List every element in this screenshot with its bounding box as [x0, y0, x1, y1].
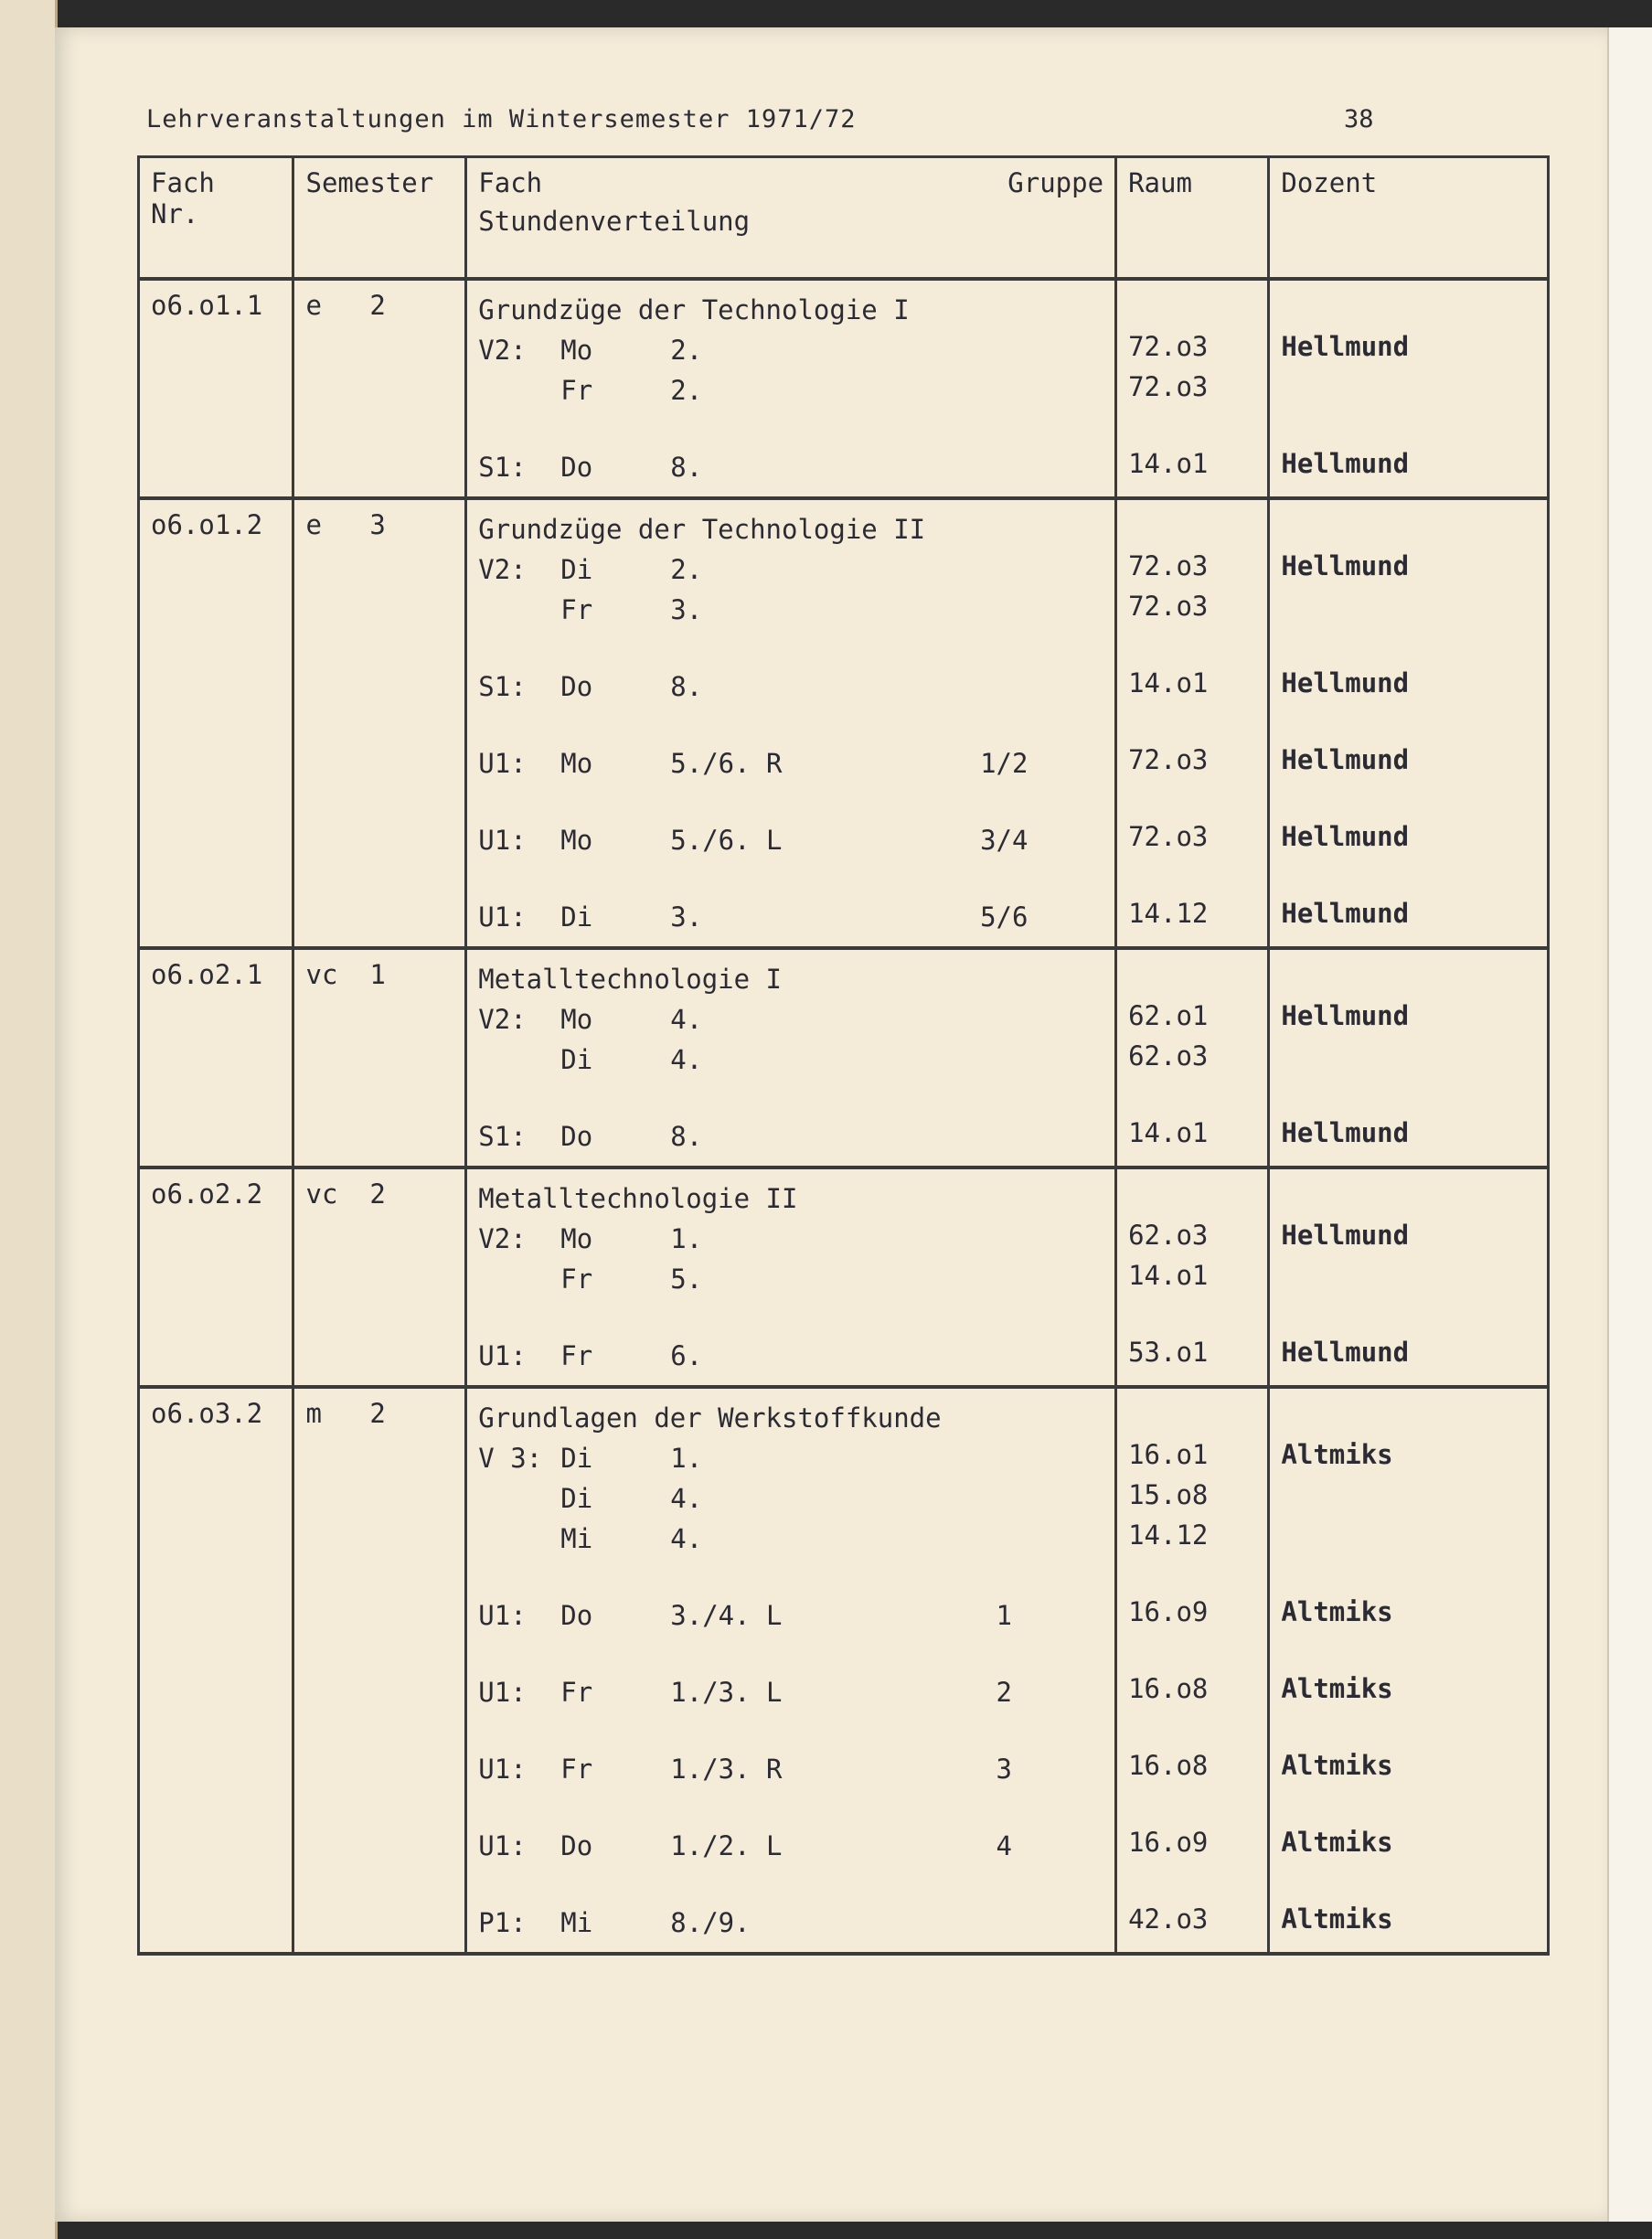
- room: 15.o8: [1128, 1479, 1209, 1510]
- schedule-line: [478, 1116, 1103, 1157]
- course-rooms: [1116, 1167, 1269, 1387]
- spacer: [1128, 1632, 1256, 1669]
- spacer: [1128, 1178, 1256, 1215]
- session-hour: 1./2. L: [670, 1830, 783, 1861]
- session-group: [944, 1040, 1063, 1080]
- session-day: Mo: [560, 1223, 593, 1254]
- course-title: Grundzüge der Technologie II: [478, 514, 926, 545]
- session-day: Mo: [560, 1004, 593, 1035]
- spacer: [1128, 1076, 1256, 1113]
- session-hour: 8.: [670, 1121, 703, 1152]
- lecturer: Hellmund: [1281, 448, 1410, 479]
- session-group: 3/4: [980, 825, 1029, 856]
- session-type: [478, 370, 560, 410]
- room: 72.o3: [1128, 550, 1209, 581]
- spacer: [478, 1299, 1103, 1336]
- course-semester: vc 1: [293, 948, 466, 1167]
- schedule-line: [478, 1749, 1103, 1789]
- session-day: Mi: [560, 1523, 593, 1554]
- session-hour: 3./4. L: [670, 1600, 783, 1631]
- room: 72.o3: [1128, 591, 1209, 622]
- course-semester: vc 2: [293, 1167, 466, 1387]
- session-hour: 5./6. R: [670, 748, 783, 779]
- session-hour: 6.: [670, 1340, 703, 1371]
- session-group: 2: [996, 1677, 1013, 1708]
- lecturer: Hellmund: [1281, 898, 1410, 929]
- course-rooms: [1116, 1387, 1269, 1954]
- schedule-line: [478, 897, 1103, 937]
- lecturer: Hellmund: [1281, 1117, 1410, 1148]
- schedule-line: [478, 1336, 1103, 1376]
- lecturer: [1281, 1255, 1536, 1295]
- schedule-line: [478, 330, 1103, 370]
- session-day: Do: [560, 1600, 593, 1631]
- session-hour: 2.: [670, 375, 703, 406]
- spacer: [478, 1080, 1103, 1116]
- session-group: [944, 370, 1063, 410]
- session-group: [944, 1259, 1063, 1299]
- col-raum: Raum: [1116, 157, 1269, 280]
- session-hour: 4.: [670, 1483, 703, 1514]
- room: 14.o1: [1128, 448, 1209, 479]
- course-schedule: [466, 1167, 1116, 1387]
- session-hour: 1./3. R: [670, 1754, 783, 1785]
- session-type: U1:: [478, 1754, 527, 1785]
- session-group: [944, 549, 1063, 590]
- course-number: o6.o1.2: [139, 498, 293, 948]
- session-day: Mo: [560, 825, 593, 856]
- course-number: o6.o2.2: [139, 1167, 293, 1387]
- course-semester: e 2: [293, 279, 466, 498]
- course-number: o6.o1.1: [139, 279, 293, 498]
- session-hour: 2.: [670, 335, 703, 366]
- session-group: [944, 590, 1063, 630]
- room: 62.o1: [1128, 1000, 1209, 1031]
- session-hour: 5.: [670, 1263, 703, 1295]
- session-day: Di: [560, 901, 593, 933]
- spacer: [1128, 857, 1256, 893]
- page-edge: [1607, 27, 1652, 2222]
- lecturer: Hellmund: [1281, 821, 1410, 852]
- room: 72.o3: [1128, 331, 1209, 362]
- table-row: [139, 1167, 1549, 1387]
- spacer: [1128, 959, 1256, 996]
- spacer: [478, 860, 1103, 897]
- spacer: [1281, 509, 1536, 546]
- course-schedule: [466, 279, 1116, 498]
- lecturer: Altmiks: [1281, 1827, 1393, 1858]
- lecturer: Altmiks: [1281, 1750, 1393, 1781]
- page-title: Lehrveranstaltungen im Wintersemester 1971/72: [146, 105, 857, 133]
- course-schedule: [466, 1387, 1116, 1954]
- session-group: [944, 1903, 1063, 1943]
- table-row: [139, 948, 1549, 1167]
- spacer: [1128, 703, 1256, 740]
- spacer: [1281, 1295, 1536, 1332]
- spacer: [1128, 626, 1256, 663]
- schedule-line: [478, 1826, 1103, 1866]
- schedule-table: [137, 155, 1550, 1956]
- spacer: [478, 707, 1103, 743]
- session-day: Do: [560, 1121, 593, 1152]
- session-type: S1:: [478, 452, 527, 483]
- session-day: Fr: [560, 1263, 593, 1295]
- session-group: [944, 1219, 1063, 1259]
- session-day: Mo: [560, 335, 593, 366]
- session-type: S1:: [478, 1121, 527, 1152]
- lecturer: Hellmund: [1281, 667, 1410, 698]
- schedule-line: [478, 1219, 1103, 1259]
- lecturer: [1281, 1515, 1536, 1555]
- course-title: Grundzüge der Technologie I: [478, 294, 910, 325]
- course-lecturers: [1269, 498, 1549, 948]
- lecturer: Hellmund: [1281, 1000, 1410, 1031]
- spacer: [1128, 780, 1256, 816]
- schedule-line: [478, 1259, 1103, 1299]
- session-type: V2:: [478, 1223, 527, 1254]
- course-number: o6.o2.1: [139, 948, 293, 1167]
- course-lecturers: [1269, 1167, 1549, 1387]
- spacer: [478, 784, 1103, 820]
- schedule-line: [478, 590, 1103, 630]
- spacer: [1128, 407, 1256, 443]
- course-lecturers: [1269, 948, 1549, 1167]
- lecturer: Altmiks: [1281, 1903, 1393, 1935]
- course-title: Metalltechnologie II: [478, 1183, 798, 1214]
- lecturer: Hellmund: [1281, 550, 1410, 581]
- spacer: [1128, 290, 1256, 326]
- schedule-line: [478, 999, 1103, 1040]
- course-schedule: [466, 948, 1116, 1167]
- session-group: [944, 666, 1063, 707]
- session-group: [944, 999, 1063, 1040]
- schedule-line: [478, 1595, 1103, 1636]
- col-stunden-label: Stundenverteilung: [478, 206, 751, 237]
- session-group: 4: [996, 1830, 1013, 1861]
- schedule-line: [478, 1438, 1103, 1478]
- session-type: U1:: [478, 1600, 527, 1631]
- room: 62.o3: [1128, 1040, 1209, 1072]
- spacer: [1281, 1786, 1536, 1822]
- table-row: [139, 498, 1549, 948]
- schedule-line: [478, 743, 1103, 784]
- spacer: [478, 1789, 1103, 1826]
- room: 72.o3: [1128, 371, 1209, 402]
- session-day: Fr: [560, 1677, 593, 1708]
- session-type: [478, 1040, 560, 1080]
- lecturer: Hellmund: [1281, 744, 1410, 775]
- spacer: [1128, 509, 1256, 546]
- session-hour: 8./9.: [670, 1907, 751, 1938]
- lecturer: Altmiks: [1281, 1439, 1393, 1470]
- room: 14.o1: [1128, 667, 1209, 698]
- lecturer: Hellmund: [1281, 1337, 1410, 1368]
- spacer: [478, 1866, 1103, 1903]
- session-group: [944, 1519, 1063, 1559]
- room: 14.12: [1128, 1519, 1209, 1551]
- spacer: [1281, 407, 1536, 443]
- room: 16.o8: [1128, 1750, 1209, 1781]
- session-day: Fr: [560, 594, 593, 625]
- course-schedule: [466, 498, 1116, 948]
- session-type: V2:: [478, 335, 527, 366]
- course-rooms: [1116, 498, 1269, 948]
- session-day: Di: [560, 1044, 593, 1075]
- session-type: U1:: [478, 1340, 527, 1371]
- session-type: V 3:: [478, 1443, 543, 1474]
- session-day: Mo: [560, 748, 593, 779]
- schedule-line: [478, 447, 1103, 487]
- spacer: [1281, 1709, 1536, 1745]
- course-title: Grundlagen der Werkstoffkunde: [478, 1402, 942, 1434]
- session-group: [944, 330, 1063, 370]
- room: 16.o9: [1128, 1596, 1209, 1627]
- spacer: [1128, 1709, 1256, 1745]
- room: 72.o3: [1128, 744, 1209, 775]
- course-semester: m 2: [293, 1387, 466, 1954]
- session-type: U1:: [478, 825, 527, 856]
- course-title: Metalltechnologie I: [478, 964, 783, 995]
- spacer: [1281, 1398, 1536, 1434]
- table-row: [139, 279, 1549, 498]
- lecturer: Altmiks: [1281, 1673, 1393, 1704]
- room: 62.o3: [1128, 1220, 1209, 1251]
- session-group: [944, 1116, 1063, 1157]
- session-type: U1:: [478, 1677, 527, 1708]
- course-lecturers: [1269, 279, 1549, 498]
- session-group: [944, 447, 1063, 487]
- session-type: P1:: [478, 1907, 527, 1938]
- col-gruppe-label: Gruppe: [1007, 167, 1104, 198]
- session-type: [478, 1478, 560, 1519]
- spacer: [478, 1559, 1103, 1595]
- session-group: 3: [996, 1754, 1013, 1785]
- session-group: [944, 1478, 1063, 1519]
- col-semester: Semester: [293, 157, 466, 280]
- room: 16.o8: [1128, 1673, 1209, 1704]
- room: 16.o1: [1128, 1439, 1209, 1470]
- session-hour: 4.: [670, 1523, 703, 1554]
- page-number: 38: [1344, 105, 1374, 133]
- session-type: [478, 1259, 560, 1299]
- course-number: o6.o3.2: [139, 1387, 293, 1954]
- book-binding: [0, 0, 58, 2239]
- session-type: U1:: [478, 1830, 527, 1861]
- session-day: Mi: [560, 1907, 593, 1938]
- session-hour: 5./6. L: [670, 825, 783, 856]
- spacer: [478, 1636, 1103, 1672]
- session-day: Fr: [560, 1754, 593, 1785]
- lecturer: [1281, 367, 1536, 407]
- spacer: [1281, 1076, 1536, 1113]
- spacer: [478, 1712, 1103, 1749]
- session-hour: 1.: [670, 1443, 703, 1474]
- col-nr: [139, 157, 293, 280]
- schedule-line: [478, 666, 1103, 707]
- spacer: [478, 630, 1103, 666]
- table-row: [139, 1387, 1549, 1954]
- session-type: V2:: [478, 1004, 527, 1035]
- session-day: Do: [560, 452, 593, 483]
- session-type: V2:: [478, 554, 527, 585]
- session-hour: 2.: [670, 554, 703, 585]
- session-day: Di: [560, 554, 593, 585]
- session-group: 5/6: [980, 901, 1029, 933]
- room: 72.o3: [1128, 821, 1209, 852]
- room: 53.o1: [1128, 1337, 1209, 1368]
- course-rooms: [1116, 948, 1269, 1167]
- schedule-line: [478, 549, 1103, 590]
- session-day: Fr: [560, 1340, 593, 1371]
- session-group: 1/2: [980, 748, 1029, 779]
- session-hour: 1./3. L: [670, 1677, 783, 1708]
- course-semester: e 3: [293, 498, 466, 948]
- session-hour: 8.: [670, 671, 703, 702]
- session-type: [478, 1519, 560, 1559]
- lecturer: [1281, 1475, 1536, 1515]
- session-hour: 4.: [670, 1044, 703, 1075]
- spacer: [1128, 1555, 1256, 1592]
- col-fach-label: Fach: [478, 167, 543, 198]
- spacer: [1281, 780, 1536, 816]
- col-nr-label: Fach Nr.: [151, 167, 215, 229]
- session-hour: 1.: [670, 1223, 703, 1254]
- session-type: S1:: [478, 671, 527, 702]
- course-lecturers: [1269, 1387, 1549, 1954]
- room: 16.o9: [1128, 1827, 1209, 1858]
- col-dozent: Dozent: [1269, 157, 1549, 280]
- session-day: Di: [560, 1443, 593, 1474]
- session-group: [944, 1438, 1063, 1478]
- spacer: [1281, 1555, 1536, 1592]
- room: 14.12: [1128, 898, 1209, 929]
- session-hour: 8.: [670, 452, 703, 483]
- spacer: [1128, 1786, 1256, 1822]
- spacer: [1128, 1398, 1256, 1434]
- session-hour: 4.: [670, 1004, 703, 1035]
- lecturer: [1281, 586, 1536, 626]
- spacer: [1281, 959, 1536, 996]
- session-hour: 3.: [670, 594, 703, 625]
- spacer: [1128, 1295, 1256, 1332]
- spacer: [1281, 1862, 1536, 1899]
- spacer: [1281, 1632, 1536, 1669]
- course-rooms: [1116, 279, 1269, 498]
- schedule-line: [478, 1040, 1103, 1080]
- session-hour: 3.: [670, 901, 703, 933]
- session-type: U1:: [478, 901, 527, 933]
- session-day: Do: [560, 1830, 593, 1861]
- spacer: [1281, 703, 1536, 740]
- schedule-line: [478, 820, 1103, 860]
- session-group: [944, 1336, 1063, 1376]
- spacer: [478, 410, 1103, 447]
- spacer: [1281, 1178, 1536, 1215]
- lecturer: Altmiks: [1281, 1596, 1393, 1627]
- schedule-line: [478, 1519, 1103, 1559]
- schedule-body: [139, 279, 1549, 1954]
- spacer: [1128, 1862, 1256, 1899]
- session-day: Do: [560, 671, 593, 702]
- spacer: [1281, 290, 1536, 326]
- lecturer: Hellmund: [1281, 331, 1410, 362]
- col-fach: [466, 157, 1116, 280]
- session-type: [478, 590, 560, 630]
- room: 14.o1: [1128, 1260, 1209, 1291]
- room: 42.o3: [1128, 1903, 1209, 1935]
- session-group: 1: [996, 1600, 1013, 1631]
- schedule-line: [478, 1478, 1103, 1519]
- schedule-line: [478, 1672, 1103, 1712]
- session-day: Fr: [560, 375, 593, 406]
- room: 14.o1: [1128, 1117, 1209, 1148]
- lecturer: Hellmund: [1281, 1220, 1410, 1251]
- schedule-line: [478, 1903, 1103, 1943]
- spacer: [1281, 857, 1536, 893]
- schedule-line: [478, 370, 1103, 410]
- session-type: U1:: [478, 748, 527, 779]
- spacer: [1281, 626, 1536, 663]
- lecturer: [1281, 1036, 1536, 1076]
- session-day: Di: [560, 1483, 593, 1514]
